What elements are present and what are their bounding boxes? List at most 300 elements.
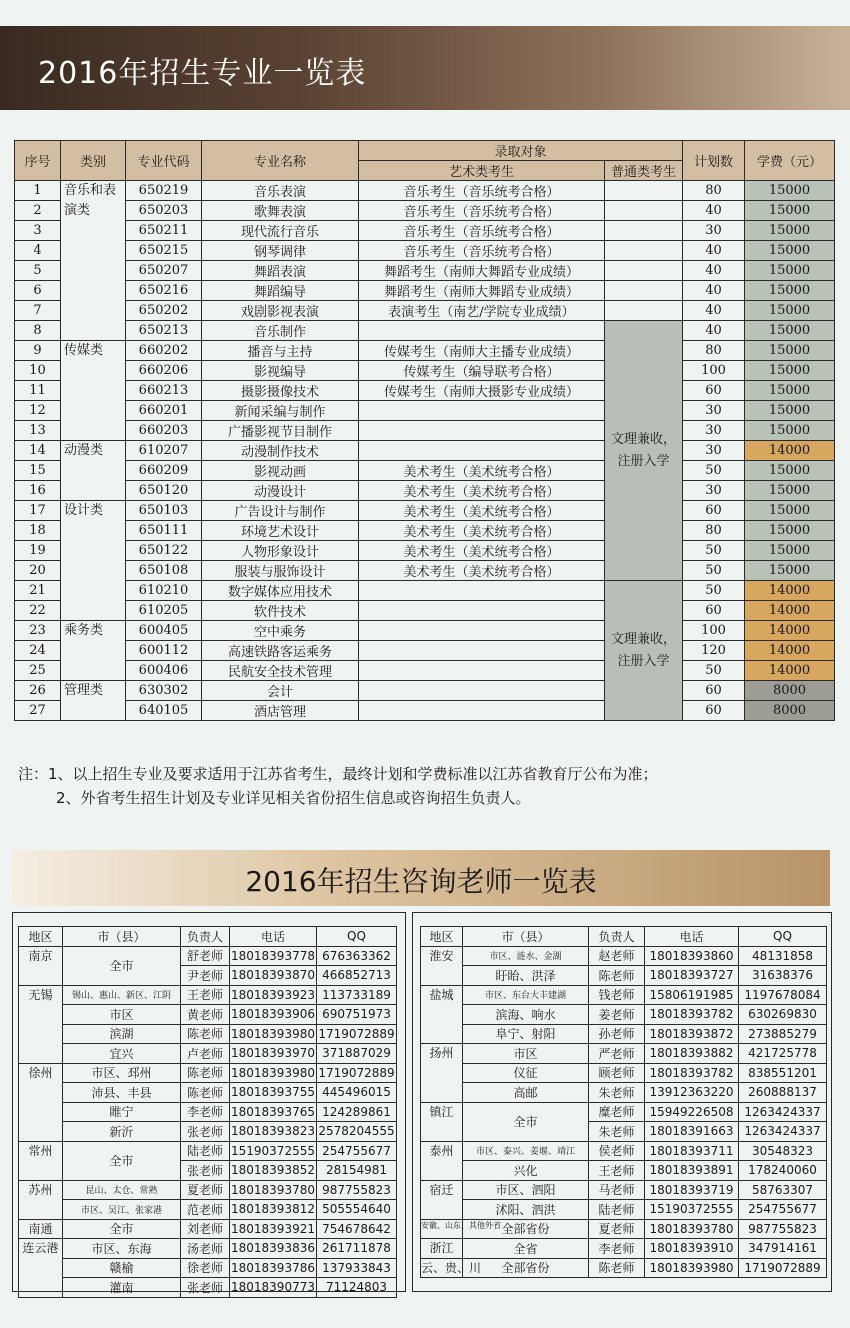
contact-phone: 18018393786: [230, 1258, 317, 1278]
contact-region: 南京: [19, 946, 63, 985]
contact-person: 陈老师: [589, 966, 645, 986]
major-plan: 30: [683, 401, 745, 421]
contact-person: 李老师: [181, 1102, 230, 1122]
major-row: [15, 381, 835, 401]
major-plan: 80: [683, 181, 745, 201]
major-plan: 80: [683, 521, 745, 541]
major-ordinary-cell: [605, 281, 683, 301]
contact-qq: 466852713: [317, 966, 397, 986]
contact-qq: 690751973: [317, 1005, 397, 1025]
major-row: [15, 341, 835, 361]
contacts-header-person: 负责人: [181, 927, 230, 947]
contact-city: 新沂: [63, 1122, 181, 1142]
contact-row: [421, 1258, 827, 1278]
major-plan: 30: [683, 441, 745, 461]
major-code: 610207: [126, 441, 202, 461]
major-plan: 30: [683, 481, 745, 501]
major-name: 空中乘务: [202, 621, 359, 641]
major-fee: 15000: [745, 221, 835, 241]
contact-phone: 18018393823: [230, 1122, 317, 1142]
major-row: [15, 541, 835, 561]
contact-qq: 261711878: [317, 1239, 397, 1259]
contact-qq: 505554640: [317, 1200, 397, 1220]
major-art-requirement: [359, 421, 605, 441]
contact-row: [19, 1219, 397, 1239]
note-2: 2、外省考生招生计划及专业详见相关省份招生信息或咨询招生负责人。: [56, 789, 531, 807]
major-name: 动漫设计: [202, 481, 359, 501]
major-name: 环境艺术设计: [202, 521, 359, 541]
major-code: 650103: [126, 501, 202, 521]
contact-phone: 18018393923: [230, 985, 317, 1005]
contact-row: [19, 1083, 397, 1103]
contacts-header-row: [19, 927, 397, 947]
contact-phone: 15806191985: [645, 985, 739, 1005]
contact-phone: 18018393970: [230, 1044, 317, 1064]
contact-city: 昆山、太仓、常熟: [63, 1180, 181, 1200]
contact-row: [19, 1141, 397, 1161]
major-row: [15, 321, 835, 341]
major-art-requirement: 传媒考生（南师大主播专业成绩）: [359, 341, 605, 361]
major-plan: 50: [683, 661, 745, 681]
contacts-title: 2016年招生咨询老师一览表: [245, 865, 597, 898]
contact-person: 范老师: [181, 1200, 230, 1220]
major-code: 660202: [126, 341, 202, 361]
contact-phone: 15190372555: [230, 1141, 317, 1161]
contact-city: 全市: [463, 1102, 589, 1141]
major-category: 音乐和表演类: [61, 181, 126, 341]
contact-qq: 1263424337: [739, 1122, 827, 1142]
contact-person: 汤老师: [181, 1239, 230, 1259]
contact-city: 兴化: [463, 1161, 589, 1181]
major-code: 600405: [126, 621, 202, 641]
major-code: 650203: [126, 201, 202, 221]
major-fee: 15000: [745, 381, 835, 401]
contact-person: 刘老师: [181, 1219, 230, 1239]
contact-person: 王老师: [181, 985, 230, 1005]
major-no: 18: [15, 521, 61, 541]
major-plan: 40: [683, 301, 745, 321]
major-no: 20: [15, 561, 61, 581]
contact-row: [421, 1219, 827, 1239]
contact-row: [19, 1180, 397, 1200]
major-code: 650120: [126, 481, 202, 501]
major-row: [15, 421, 835, 441]
major-name: 软件技术: [202, 601, 359, 621]
contact-person: 尹老师: [181, 966, 230, 986]
major-no: 6: [15, 281, 61, 301]
contact-qq: 254755677: [317, 1141, 397, 1161]
contact-row: [19, 1005, 397, 1025]
contact-city: 锡山、惠山、新区、江阴: [63, 985, 181, 1005]
contacts-header-region: 地区: [421, 927, 463, 947]
contact-row: [421, 1024, 827, 1044]
contact-phone: 18018393980: [645, 1258, 739, 1278]
major-name: 高速铁路客运乘务: [202, 641, 359, 661]
contact-phone: 18018393891: [645, 1161, 739, 1181]
major-no: 4: [15, 241, 61, 261]
major-art-requirement: 音乐考生（音乐统考合格）: [359, 201, 605, 221]
major-code: 650213: [126, 321, 202, 341]
major-row: [15, 661, 835, 681]
contact-person: 朱老师: [589, 1122, 645, 1142]
contact-qq: 273885279: [739, 1024, 827, 1044]
major-no: 27: [15, 701, 61, 721]
major-code: 640105: [126, 701, 202, 721]
major-art-requirement: [359, 701, 605, 721]
contact-region: 浙江: [421, 1239, 463, 1259]
major-no: 2: [15, 201, 61, 221]
major-code: 600406: [126, 661, 202, 681]
major-code: 610210: [126, 581, 202, 601]
major-plan: 50: [683, 541, 745, 561]
contact-row: [19, 1239, 397, 1259]
contact-city: 全省: [463, 1239, 589, 1259]
contact-row: [421, 1239, 827, 1259]
contact-row: [19, 1278, 397, 1298]
contact-region: 连云港: [19, 1239, 63, 1298]
major-plan: 100: [683, 361, 745, 381]
major-fee: 15000: [745, 561, 835, 581]
major-plan: 30: [683, 221, 745, 241]
contact-person: 顾老师: [589, 1063, 645, 1083]
major-plan: 120: [683, 641, 745, 661]
contact-city: 沭阳、泗洪: [463, 1200, 589, 1220]
major-fee: 15000: [745, 261, 835, 281]
contact-phone: 18018393882: [645, 1044, 739, 1064]
major-no: 10: [15, 361, 61, 381]
major-fee: 14000: [745, 661, 835, 681]
major-row: [15, 301, 835, 321]
major-plan: 60: [683, 501, 745, 521]
major-no: 19: [15, 541, 61, 561]
contacts-header-person: 负责人: [589, 927, 645, 947]
major-fee: 14000: [745, 601, 835, 621]
major-no: 21: [15, 581, 61, 601]
contact-phone: 18018393711: [645, 1141, 739, 1161]
contact-person: 李老师: [589, 1239, 645, 1259]
contact-person: 夏老师: [181, 1180, 230, 1200]
page-title: 2016年招生专业一览表: [38, 56, 367, 91]
contact-region: 宿迁: [421, 1180, 463, 1219]
major-row: [15, 201, 835, 221]
major-art-requirement: 美术考生（美术统考合格）: [359, 501, 605, 521]
majors-table: [14, 140, 835, 721]
major-art-requirement: 美术考生（美术统考合格）: [359, 541, 605, 561]
major-no: 3: [15, 221, 61, 241]
contact-person: 严老师: [589, 1044, 645, 1064]
major-art-requirement: 美术考生（美术统考合格）: [359, 521, 605, 541]
contacts-header-city: 市（县）: [63, 927, 181, 947]
contact-region: 安徽、山东、其他外省: [421, 1219, 463, 1239]
contact-phone: 18018393836: [230, 1239, 317, 1259]
contact-person: 马老师: [589, 1180, 645, 1200]
major-code: 660209: [126, 461, 202, 481]
major-name: 播音与主持: [202, 341, 359, 361]
major-code: 650108: [126, 561, 202, 581]
contact-region: 泰州: [421, 1141, 463, 1180]
major-ordinary-cell: [605, 261, 683, 281]
contact-row: [421, 1161, 827, 1181]
contact-region: 盐城: [421, 985, 463, 1044]
major-row: [15, 581, 835, 601]
major-fee: 15000: [745, 481, 835, 501]
contact-qq: 347914161: [739, 1239, 827, 1259]
contact-region: 苏州: [19, 1180, 63, 1219]
contact-person: 卢老师: [181, 1044, 230, 1064]
contact-city: 全部省份: [463, 1258, 589, 1278]
major-row: [15, 281, 835, 301]
major-plan: 40: [683, 241, 745, 261]
major-fee: 8000: [745, 681, 835, 701]
major-art-requirement: 美术考生（美术统考合格）: [359, 481, 605, 501]
contact-city: 灌南: [63, 1278, 181, 1298]
major-fee: 15000: [745, 401, 835, 421]
major-name: 舞蹈表演: [202, 261, 359, 281]
major-code: 650216: [126, 281, 202, 301]
major-row: [15, 601, 835, 621]
contact-city: 全市: [63, 1219, 181, 1239]
major-code: 660201: [126, 401, 202, 421]
major-name: 现代流行音乐: [202, 221, 359, 241]
major-plan: 60: [683, 601, 745, 621]
header-admission: 录取对象: [359, 141, 683, 161]
major-fee: 15000: [745, 361, 835, 381]
contact-person: 陈老师: [181, 1024, 230, 1044]
major-row: [15, 241, 835, 261]
major-code: 660206: [126, 361, 202, 381]
major-no: 5: [15, 261, 61, 281]
major-no: 12: [15, 401, 61, 421]
major-plan: 40: [683, 261, 745, 281]
contact-person: 王老师: [589, 1161, 645, 1181]
major-category: 传媒类: [61, 341, 126, 441]
contact-qq: 1197678084: [739, 985, 827, 1005]
contact-person: 侯老师: [589, 1141, 645, 1161]
major-art-requirement: [359, 681, 605, 701]
contacts-header-row: [421, 927, 827, 947]
contact-row: [19, 946, 397, 966]
contacts-header-city: 市（县）: [463, 927, 589, 947]
contact-region: 云、贵、川: [421, 1258, 463, 1278]
contact-person: 张老师: [181, 1122, 230, 1142]
major-row: [15, 401, 835, 421]
major-art-requirement: 音乐考生（音乐统考合格）: [359, 181, 605, 201]
major-category: 管理类: [61, 681, 126, 721]
contact-person: 赵老师: [589, 946, 645, 966]
major-fee: 8000: [745, 701, 835, 721]
major-art-requirement: 音乐考生（音乐统考合格）: [359, 221, 605, 241]
contact-phone: 18018393778: [230, 946, 317, 966]
major-art-requirement: [359, 321, 605, 341]
major-plan: 100: [683, 621, 745, 641]
major-fee: 14000: [745, 641, 835, 661]
major-row: [15, 501, 835, 521]
contact-row: [421, 1083, 827, 1103]
contact-qq: 371887029: [317, 1044, 397, 1064]
contact-person: 陆老师: [181, 1141, 230, 1161]
major-art-requirement: 舞蹈考生（南师大舞蹈专业成绩）: [359, 281, 605, 301]
contact-phone: 18018391663: [645, 1122, 739, 1142]
major-code: 600112: [126, 641, 202, 661]
contact-row: [19, 1044, 397, 1064]
contact-qq: 838551201: [739, 1063, 827, 1083]
contacts-header-phone: 电话: [230, 927, 317, 947]
contact-person: 孙老师: [589, 1024, 645, 1044]
contact-city: 盱眙、洪泽: [463, 966, 589, 986]
major-code: 650215: [126, 241, 202, 261]
contact-phone: 18018393860: [645, 946, 739, 966]
contact-qq: 31638376: [739, 966, 827, 986]
contact-row: [421, 966, 827, 986]
contacts-header-qq: QQ: [739, 927, 827, 947]
major-no: 25: [15, 661, 61, 681]
contact-row: [421, 1180, 827, 1200]
major-art-requirement: 音乐考生（音乐统考合格）: [359, 241, 605, 261]
major-code: 660213: [126, 381, 202, 401]
notes: [18, 762, 658, 810]
header-fee: 学费（元）: [745, 141, 835, 181]
contact-person: 陈老师: [589, 1258, 645, 1278]
major-name: 钢琴调律: [202, 241, 359, 261]
major-plan: 40: [683, 281, 745, 301]
header-name: 专业名称: [202, 141, 359, 181]
contact-qq: 71124803: [317, 1278, 397, 1298]
contact-qq: 1719072889: [317, 1024, 397, 1044]
contact-row: [421, 985, 827, 1005]
major-row: [15, 461, 835, 481]
major-fee: 15000: [745, 241, 835, 261]
major-name: 新闻采编与制作: [202, 401, 359, 421]
major-plan: 30: [683, 421, 745, 441]
contact-qq: 58763307: [739, 1180, 827, 1200]
major-name: 影视编导: [202, 361, 359, 381]
major-category: 动漫类: [61, 441, 126, 501]
ordinary-admission-note: 文理兼收，注册入学: [605, 321, 683, 581]
contact-person: 舒老师: [181, 946, 230, 966]
major-name: 民航安全技术管理: [202, 661, 359, 681]
major-fee: 15000: [745, 541, 835, 561]
contact-city: 市区、吴江、张家港: [63, 1200, 181, 1220]
contact-phone: 18018393872: [645, 1024, 739, 1044]
contacts-header-phone: 电话: [645, 927, 739, 947]
contacts-table-right: [420, 926, 827, 1278]
major-art-requirement: [359, 641, 605, 661]
contact-qq: 260888137: [739, 1083, 827, 1103]
major-art-requirement: 美术考生（美术统考合格）: [359, 561, 605, 581]
major-name: 戏剧影视表演: [202, 301, 359, 321]
major-code: 650211: [126, 221, 202, 241]
contact-qq: 445496015: [317, 1083, 397, 1103]
contact-phone: 18018393921: [230, 1219, 317, 1239]
contact-city: 全市: [63, 1141, 181, 1180]
contact-city: 市区、东台大丰建湖: [463, 985, 589, 1005]
major-no: 9: [15, 341, 61, 361]
major-code: 610205: [126, 601, 202, 621]
major-ordinary-cell: [605, 201, 683, 221]
contact-phone: 18018393719: [645, 1180, 739, 1200]
contact-city: 市区、泗阳: [463, 1180, 589, 1200]
major-category: 设计类: [61, 501, 126, 621]
contact-row: [421, 1200, 827, 1220]
major-fee: 15000: [745, 461, 835, 481]
major-art-requirement: [359, 601, 605, 621]
contact-phone: 18018393780: [645, 1219, 739, 1239]
header-code: 专业代码: [126, 141, 202, 181]
major-row: [15, 621, 835, 641]
major-art-requirement: [359, 581, 605, 601]
contact-region: 镇江: [421, 1102, 463, 1141]
contact-person: 糜老师: [589, 1102, 645, 1122]
major-no: 23: [15, 621, 61, 641]
contact-phone: 13912363220: [645, 1083, 739, 1103]
contact-region: 徐州: [19, 1063, 63, 1141]
major-plan: 60: [683, 381, 745, 401]
header-plan: 计划数: [683, 141, 745, 181]
major-ordinary-cell: [605, 241, 683, 261]
major-plan: 80: [683, 341, 745, 361]
contact-row: [19, 1024, 397, 1044]
contact-phone: 18018390773: [230, 1278, 317, 1298]
contact-person: 张老师: [181, 1161, 230, 1181]
contact-city: 市区、东海: [63, 1239, 181, 1259]
major-art-requirement: [359, 661, 605, 681]
contact-region: 无锡: [19, 985, 63, 1063]
major-code: 650111: [126, 521, 202, 541]
major-code: 650122: [126, 541, 202, 561]
major-name: 广告设计与制作: [202, 501, 359, 521]
major-art-requirement: [359, 621, 605, 641]
major-plan: 40: [683, 321, 745, 341]
contact-person: 夏老师: [589, 1219, 645, 1239]
major-name: 服装与服饰设计: [202, 561, 359, 581]
major-code: 630302: [126, 681, 202, 701]
major-ordinary-cell: [605, 221, 683, 241]
major-name: 数字媒体应用技术: [202, 581, 359, 601]
contact-city: 阜宁、射阳: [463, 1024, 589, 1044]
major-name: 酒店管理: [202, 701, 359, 721]
contact-city: 赣榆: [63, 1258, 181, 1278]
contact-city: 宜兴: [63, 1044, 181, 1064]
major-art-requirement: [359, 401, 605, 421]
major-row: [15, 521, 835, 541]
header-no: 序号: [15, 141, 61, 181]
major-plan: 60: [683, 681, 745, 701]
contact-phone: 18018393870: [230, 966, 317, 986]
contact-city: 全部省份: [463, 1219, 589, 1239]
contact-qq: 30548323: [739, 1141, 827, 1161]
contact-qq: 48131858: [739, 946, 827, 966]
major-name: 动漫制作技术: [202, 441, 359, 461]
major-name: 音乐表演: [202, 181, 359, 201]
major-no: 26: [15, 681, 61, 701]
major-name: 摄影摄像技术: [202, 381, 359, 401]
major-plan: 50: [683, 461, 745, 481]
contact-row: [19, 1063, 397, 1083]
contact-phone: 18018393980: [230, 1024, 317, 1044]
contact-phone: 18018393906: [230, 1005, 317, 1025]
contact-row: [421, 1005, 827, 1025]
major-code: 660203: [126, 421, 202, 441]
major-plan: 50: [683, 561, 745, 581]
major-fee: 15000: [745, 201, 835, 221]
major-no: 1: [15, 181, 61, 201]
major-art-requirement: 传媒考生（编导联考合格）: [359, 361, 605, 381]
contact-qq: 2578204555: [317, 1122, 397, 1142]
major-row: [15, 681, 835, 701]
contact-row: [19, 985, 397, 1005]
contacts-header-qq: QQ: [317, 927, 397, 947]
contacts-banner: [12, 850, 830, 906]
